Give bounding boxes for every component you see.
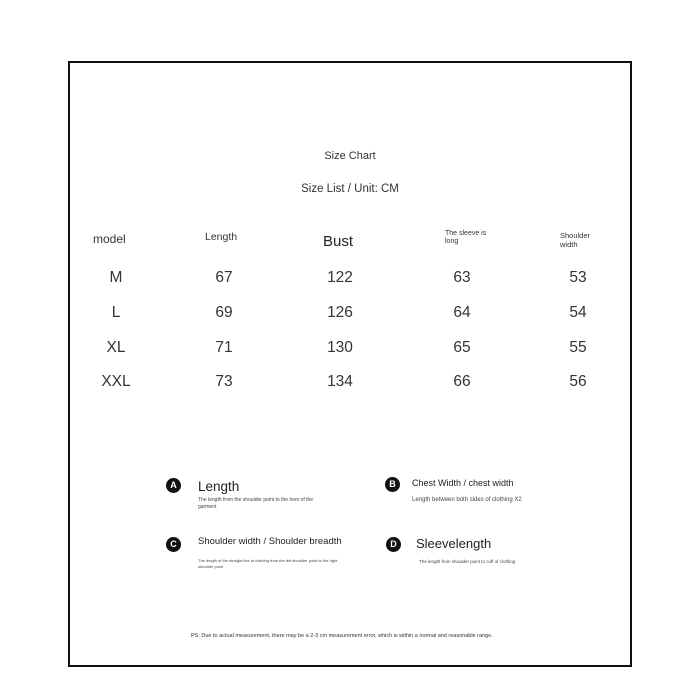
cell-shoulder: 55 xyxy=(569,339,587,356)
cell-length: 73 xyxy=(215,373,233,390)
definition-title: Chest Width / chest width xyxy=(412,478,514,488)
cell-shoulder: 54 xyxy=(569,304,587,321)
letter-b-badge-icon: B xyxy=(385,477,400,492)
cell-model: M xyxy=(109,269,123,286)
chart-subtitle: Size List / Unit: CM xyxy=(301,183,399,195)
definition-description: The length of the straight line of clothing from the left shoulder point to the right shoulder point xyxy=(198,558,338,569)
cell-bust: 122 xyxy=(327,269,353,286)
chart-title: Size Chart xyxy=(324,150,376,162)
cell-bust: 134 xyxy=(327,373,353,390)
cell-length: 71 xyxy=(215,339,233,356)
cell-model: XXL xyxy=(101,373,131,390)
letter-a-badge-icon: A xyxy=(166,478,181,493)
cell-sleeve: 66 xyxy=(453,373,471,390)
cell-bust: 126 xyxy=(327,304,353,321)
header-model: model xyxy=(93,232,126,246)
measurement-note: PS: Due to actual measurement, there may be a 2-3 cm measurement error, which is within a normal and reasonable range. xyxy=(191,633,493,639)
definition-title: Shoulder width / Shoulder breadth xyxy=(198,536,342,547)
header-shoulder-width: Shoulder width xyxy=(560,231,591,249)
cell-model: XL xyxy=(106,339,126,356)
definition-description: The length from shoulder point to cuff of clothing xyxy=(419,559,516,564)
definition-title: Length xyxy=(198,479,240,494)
header-sleeve-length: The sleeve is long xyxy=(445,230,487,245)
definition-description: Length between both sides of clothing X2 xyxy=(412,497,522,503)
header-bust: Bust xyxy=(323,233,354,250)
cell-model: L xyxy=(111,304,121,321)
cell-sleeve: 63 xyxy=(453,269,471,286)
cell-shoulder: 53 xyxy=(569,269,587,286)
cell-sleeve: 64 xyxy=(453,304,471,321)
cell-shoulder: 56 xyxy=(569,373,587,390)
cell-length: 69 xyxy=(215,304,233,321)
definition-title: Sleevelength xyxy=(416,536,492,551)
cell-length: 67 xyxy=(215,269,233,286)
cell-bust: 130 xyxy=(327,339,353,356)
header-length: Length xyxy=(205,231,238,243)
letter-d-badge-icon: D xyxy=(386,537,401,552)
letter-c-badge-icon: C xyxy=(166,537,181,552)
definition-description: The length from the shoulder point to the hem of the garment xyxy=(198,497,314,510)
cell-sleeve: 65 xyxy=(453,339,471,356)
